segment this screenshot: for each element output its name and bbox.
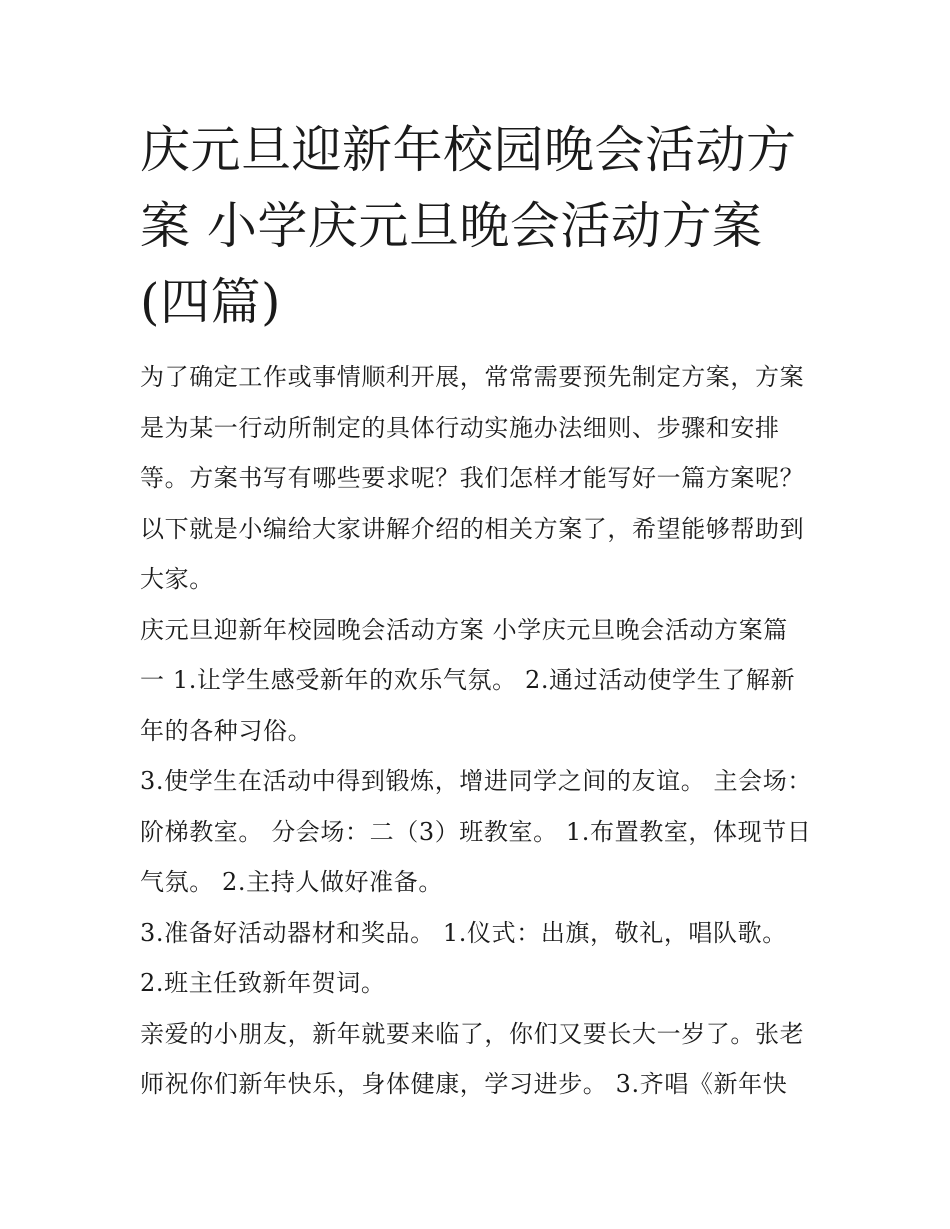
document-title: 庆元旦迎新年校园晚会活动方案 小学庆元旦晚会活动方案(四篇): [140, 121, 797, 331]
intro-paragraph: 为了确定工作或事情顺利开展，常常需要预先制定方案，方案是为某一行动所制定的具体行动实施办法细则、步骤和安排等。方案书写有哪些要求呢？我们怎样才能写好一篇方案呢？以下就是小编给大家讲解介绍的相关方案了，希望能够帮助到大家。: [140, 363, 805, 593]
body-paragraph: 亲爱的小朋友，新年就要来临了，你们又要长大一岁了。张老师祝你们新年快乐，身体健康，学习进步。 3.齐唱《新年快: [140, 1019, 805, 1098]
body-paragraph: 3.准备好活动器材和奖品。 1.仪式：出旗，敬礼，唱队歌。 2.班主任致新年贺词。: [140, 918, 787, 997]
document-body: [140, 112, 812, 1110]
body-paragraph: 3.使学生在活动中得到锻炼，增进同学之间的友谊。 主会场：阶梯教室。 分会场：二（3）班教室。 1.布置教室，体现节日气氛。 2.主持人做好准备。: [140, 767, 812, 896]
body-paragraph: 庆元旦迎新年校园晚会活动方案 小学庆元旦晚会活动方案篇一 1.让学生感受新年的欢乐气氛。 2.通过活动使学生了解新年的各种习俗。: [140, 615, 796, 745]
